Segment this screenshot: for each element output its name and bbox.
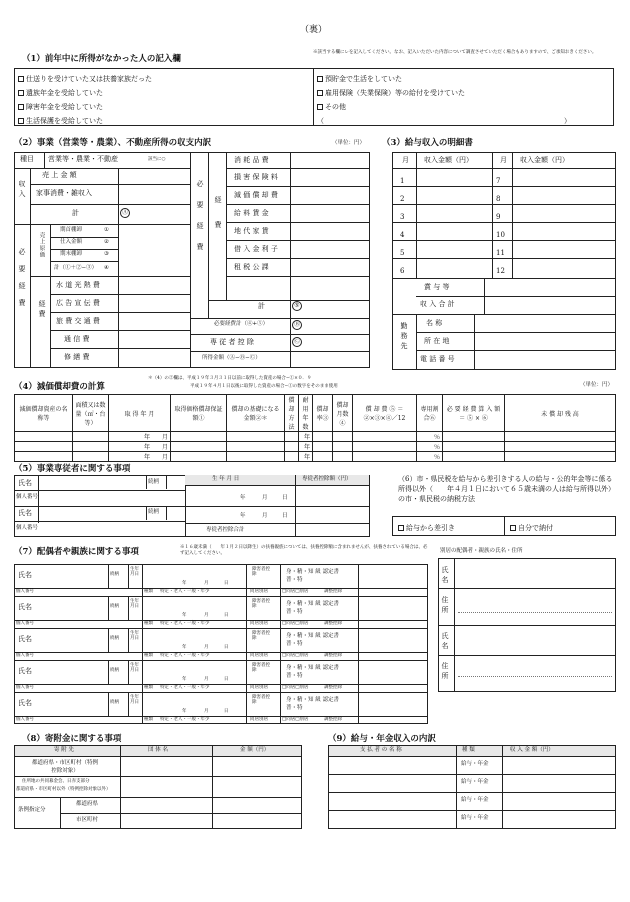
section-1-note: ※該当する欄にレを記入してください。なお、記入いただいた内容について調査させていただく場合もありますので、ご承知おきください。 [313,50,597,55]
section-2-title: （2）事業（営業等・農業）、不動産所得の収支内訳 [14,138,212,148]
s1-item[interactable]: 仕送りを受けていた又は扶養家族だった [18,72,152,86]
page-title: （裏） [300,25,328,35]
depreciation-row[interactable]: 年 月 年 ％ [15,452,616,462]
section-8-title: （8）寄附金に関する事項 [22,734,122,744]
relative-row[interactable]: 氏名 続柄 生年月日 年 月 日 障害者控除 身・精・知 級 認定書 普・特 個人番号 種類 特定・老人・一般・年少 同居別居 □同居□別居 調整控除 [14,692,428,724]
s1-item[interactable]: 預貯金で生活をしていた [317,72,571,86]
section-1-title: （1）前年中に所得がなかった人の記入欄 [22,54,181,64]
section-4-title: （4）減価償却費の計算 [14,382,105,392]
depreciation-table: 減価償却資産の名称等 面積又は数量（㎡・台等） 取 得 年 月 取得価格償却保証額① 償却の基礎になる金額②＊ 償却方法 耐用年数 償却率③ 償却月数④ 償 却 費 ⑤ ＝②×③×④／12 専用割合⑥ 必 要 経 費 算 入 額 ＝ ⑤ × ⑥ 未 償 却 残 高 年 月 年 ％ 年 月 年 ％ 年 月 年 ％ [14,394,616,462]
section-2-unit: （単位：円） [332,140,366,146]
section-3-title: （3）給与収入の明細書 [382,138,473,148]
separated-relatives-title: 別居の配偶者・親族の氏名・住所 [440,548,523,554]
relative-row[interactable]: 氏名 続柄 生年月日 年 月 日 障害者控除 身・精・知 級 認定書 普・特 個人番号 種類 特定・老人・一般・年少 同居別居 □同居□別居 調整控除 [14,660,428,692]
s1-item[interactable]: 障害年金を受給していた [18,100,152,114]
s1-item[interactable]: その他 [317,100,571,114]
s1-item[interactable]: 生活保護を受給していた [18,114,152,128]
relative-row[interactable]: 氏名 続柄 生年月日 年 月 日 障害者控除 身・精・知 級 認定書 普・特 個人番号 種類 特定・老人・一般・年少 同居別居 □同居□別居 調整控除 [14,596,428,628]
section-9-title: （9）給与・年金収入の内訳 [328,734,436,744]
relative-row[interactable]: 氏名 続柄 生年月日 年 月 日 障害者控除 身・精・知 級 認定書 普・特 個人番号 種類 特定・老人・一般・年少 同居別居 □同居□別居 調整控除 [14,564,428,596]
depreciation-row[interactable]: 年 月 年 ％ [15,432,616,442]
s1-item[interactable]: 遺族年金を受給していた [18,86,152,100]
relative-row[interactable]: 氏名 続柄 生年月日 年 月 日 障害者控除 身・精・知 級 認定書 普・特 個人番号 種類 特定・老人・一般・年少 同居別居 □同居□別居 調整控除 [14,628,428,660]
section-1-right-list: 預貯金で生活をしていた 雇用保険（失業保険）等の給付を受けていた その他 （ ） [317,72,571,128]
section-6-text: （6）市・県民税を給与から差引きする人の給与・公的年金等に係る所得以外（ 年４月１日において６５歳未満の人は給与所得以外）の市・県民税の納税方法 [398,475,615,504]
s3-months-left: 1 2 3 4 5 6 [400,177,405,275]
s3-months-right: 7 8 9 10 11 12 [496,177,505,275]
section-5-title: （5）事業専従者に関する事項 [14,464,131,474]
section-7-title: （7）配偶者や親族に関する事項 [14,547,139,557]
s1-item[interactable]: 雇用保険（失業保険）等の給付を受けていた [317,86,571,100]
section-1-left-list [18,72,152,128]
option-self-payment[interactable]: 自分で納付 [510,523,554,533]
option-payroll-deduction[interactable]: 給与から差引き [398,523,455,533]
depreciation-row[interactable]: 年 月 年 ％ [15,442,616,452]
